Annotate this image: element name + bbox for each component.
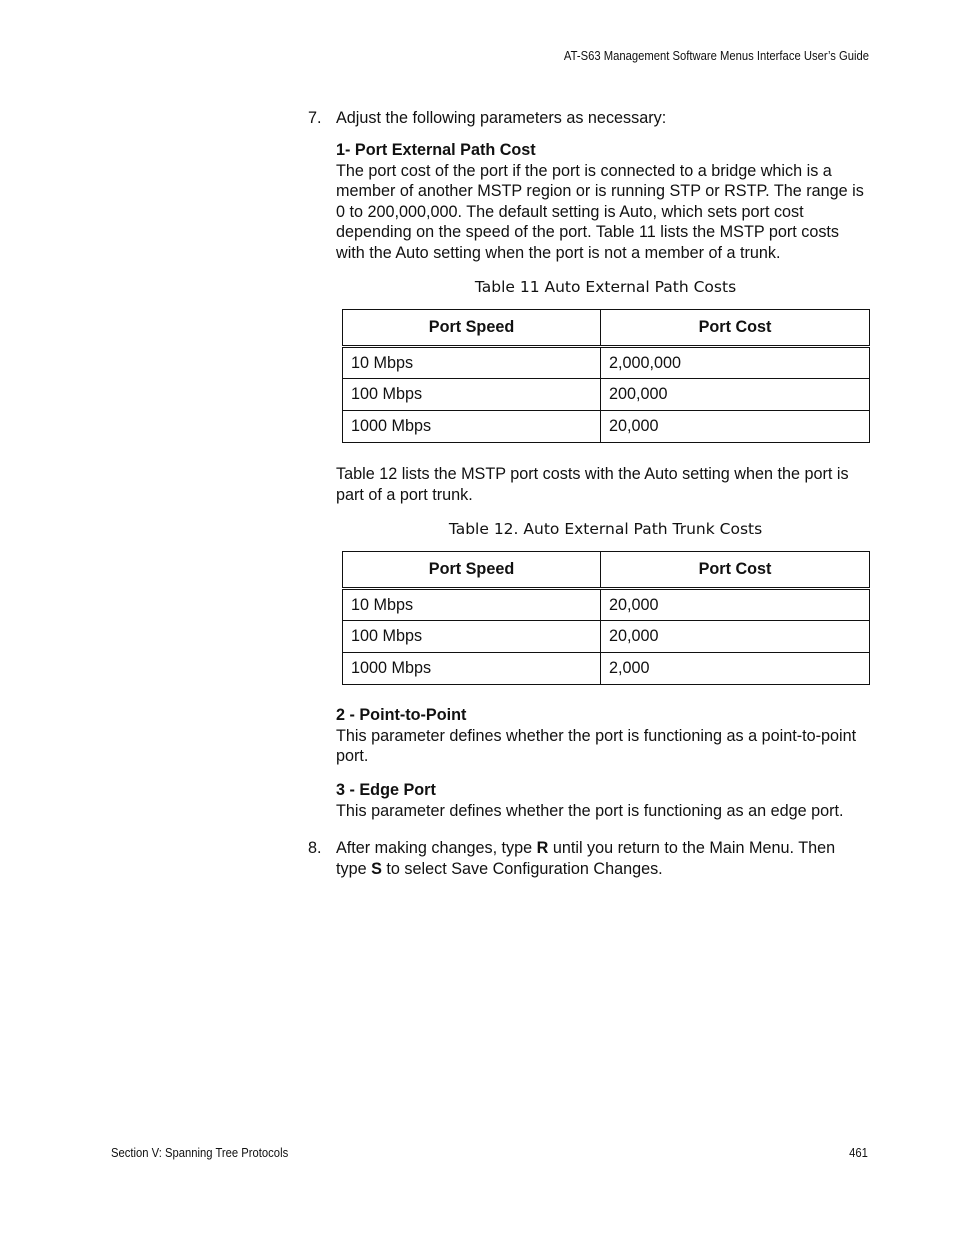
table-row [343,589,870,621]
table-row [343,411,870,443]
table-cell: 100 Mbps [343,379,601,411]
step-text-part: to select Save Configuration Changes. [381,859,663,878]
table-cell: 10 Mbps [343,589,601,621]
table-row [343,379,870,411]
table-cell: 1000 Mbps [343,653,601,685]
table-row [343,653,870,685]
step-number: 7. [308,109,322,127]
param-point-to-point [336,705,868,767]
table-12-caption: Table 12. Auto External Path Trunk Costs [448,520,763,538]
table-11-caption: Table 11 Auto External Path Costs [474,278,737,296]
param-title: 3 - Edge Port [336,781,436,799]
table-row [343,621,870,653]
table-12-intro: Table 12 lists the MSTP port costs with the Auto setting when the port is part of a port trunk. [336,465,849,504]
column-header: Port Cost [601,552,870,589]
step-text-part: until you return to the Main Menu. Then type [336,839,836,878]
param-description: This parameter defines whether the port is functioning as an edge port. [336,801,844,820]
param-description: This parameter defines whether the port is functioning as a point-to-point port. [336,726,857,765]
table-cell: 2,000,000 [601,347,870,379]
table-12 [342,551,870,685]
page-number: 461 [849,1146,868,1160]
step-7 [308,108,868,129]
table-cell: 2,000 [601,653,870,685]
key-s: S [371,859,382,878]
param-description: The port cost of the port if the port is connected to a bridge which is a member of another MSTP region or is running STP or RSTP. The range is 0 to 200,000,000. The default setting is Auto, which sets port cost depending on the speed of the port. Table 11 lists the MSTP port costs with the Auto setting when the port is not a member of a trunk. [336,161,864,262]
param-title: 1- Port External Path Cost [336,141,536,159]
table-cell: 100 Mbps [343,621,601,653]
step-text: Adjust the following parameters as necessary: [336,109,667,127]
table-cell: 20,000 [601,589,870,621]
running-header: AT-S63 Management Software Menus Interface User’s Guide [563,49,869,63]
table-11 [342,309,870,443]
column-header: Port Speed [343,552,601,589]
table-row [343,347,870,379]
step-8 [308,838,868,879]
step-number: 8. [308,839,322,857]
table-cell: 20,000 [601,411,870,443]
param-title: 2 - Point-to-Point [336,706,467,724]
table-header-row [343,310,870,347]
param-port-external-path-cost [336,140,868,263]
step-text-part: After making changes, type [336,839,537,857]
table-cell: 1000 Mbps [343,411,601,443]
column-header: Port Cost [601,310,870,347]
table-cell: 20,000 [601,621,870,653]
param-edge-port [336,780,868,821]
table-cell: 200,000 [601,379,870,411]
column-header: Port Speed [343,310,601,347]
key-r: R [536,839,549,857]
table-header-row [343,552,870,589]
table-cell: 10 Mbps [343,347,601,379]
step-text [336,838,868,879]
footer-section: Section V: Spanning Tree Protocols [111,1146,289,1160]
